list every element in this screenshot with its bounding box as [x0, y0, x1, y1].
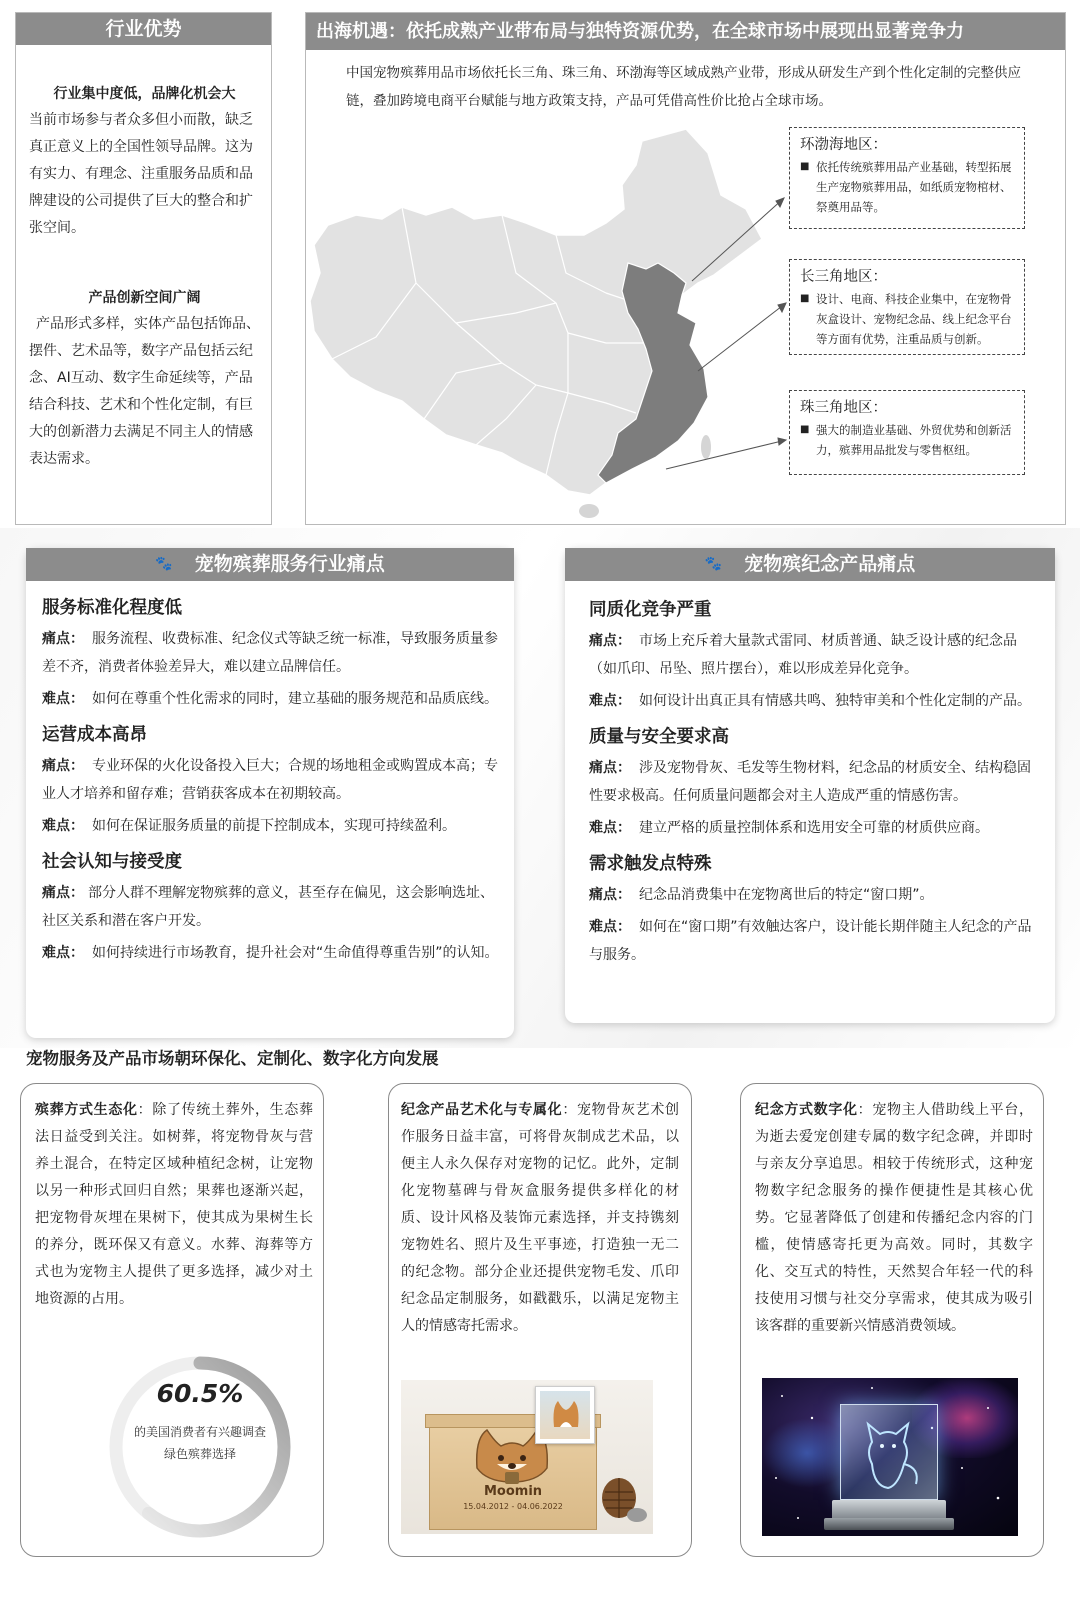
pain-text: 纪念品消费集中在宠物离世后的特定“窗口期”。	[639, 887, 934, 903]
region-pearl-text: ■ 强大的制造业基础、外贸优势和创新活力，殡葬用品批发与零售枢纽。	[800, 420, 1014, 460]
difficulty-label: 难点：	[589, 820, 631, 836]
region-bohai	[789, 127, 1025, 229]
product-sec1-heading: 同质化竞争严重	[589, 600, 712, 620]
product-sec1-difficulty	[589, 687, 1035, 715]
digital-memorial-image	[762, 1378, 1018, 1536]
pain-label: 痛点：	[42, 885, 84, 901]
hologram-cat-icon	[854, 1416, 926, 1492]
difficulty-label: 难点：	[589, 919, 631, 935]
urn-latch	[505, 1472, 519, 1484]
trend-eco-label: 殡葬方式生态化	[35, 1102, 138, 1118]
service-pain-title: 宠物殡葬服务行业痛点	[194, 553, 385, 575]
region-yangtze-text: ■ 设计、电商、科技企业集中，在宠物骨灰盒设计、宠物纪念品、线上纪念平台等方面有优势，注重品质与创新。	[800, 289, 1014, 349]
product-sec3-difficulty	[589, 913, 1035, 969]
advantage-text-1: 当前市场参与者众多但小而散，缺乏真正意义上的全国性领导品牌。这为有实力、有理念、注重服务品质和品牌建设的公司提供了巨大的整合和扩张空间。	[29, 112, 253, 236]
service-pain-header	[26, 548, 514, 581]
product-sec2-difficulty	[589, 814, 1035, 842]
map-taiwan-island	[701, 435, 711, 459]
corgi-photo-icon	[548, 1397, 584, 1433]
overseas-opportunity-panel	[305, 12, 1066, 525]
pain-text: 服务流程、收费标准、纪念仪式等缺乏统一标准，导致服务质量参差不齐，消费者体验差异大，难以建立品牌信任。	[42, 631, 498, 675]
overseas-title: 出海机遇：依托成熟产业带布局与独特资源优势，在全球市场中展现出显著竞争力	[306, 13, 1065, 50]
service-sec1-heading: 服务标准化程度低	[42, 598, 182, 618]
trend-digital-label: 纪念方式数字化	[755, 1102, 858, 1118]
trend-art-text	[401, 1097, 679, 1340]
product-sec2-pain	[589, 754, 1035, 810]
trends-title: 宠物服务及产品市场朝环保化、定制化、数字化方向发展	[26, 1049, 439, 1068]
pain-label: 痛点：	[589, 760, 631, 776]
pet-photo-frame	[535, 1386, 595, 1444]
urn-pet-dates: 15.04.2012 - 04.06.2022	[463, 1502, 563, 1511]
difficulty-label: 难点：	[589, 693, 631, 709]
difficulty-label: 难点：	[42, 818, 84, 834]
difficulty-text: 如何在“窗口期”有效触达客户，设计能长期伴随主人纪念的产品与服务。	[589, 919, 1032, 963]
advantage-heading-2: 产品创新空间广阔	[88, 290, 201, 306]
map-base-territory	[310, 129, 762, 495]
difficulty-label: 难点：	[42, 691, 84, 707]
service-sec3-difficulty	[42, 939, 502, 967]
region-bohai-title: 环渤海地区：	[800, 137, 887, 153]
product-sec3-pain	[589, 881, 1035, 909]
service-pain-content	[42, 594, 502, 967]
service-sec3-heading: 社会认知与接受度	[42, 852, 182, 872]
difficulty-text: 如何持续进行市场教育，提升社会对“生命值得尊重告别”的认知。	[92, 945, 499, 961]
region-pearl-river	[789, 390, 1025, 475]
paw-icon: 🐾	[704, 556, 723, 572]
service-sec3-pain	[42, 879, 502, 935]
region-bohai-text: ■ 依托传统殡葬用品产业基础，转型拓展生产宠物殡葬用品，如纸质宠物棺材、祭奠用品等。	[800, 157, 1014, 217]
service-sec2-heading: 运营成本高昂	[42, 725, 147, 745]
difficulty-text: 如何在尊重个性化需求的同时，建立基础的服务规范和品质底线。	[92, 691, 498, 707]
china-map	[306, 123, 806, 523]
product-pain-content	[589, 596, 1035, 969]
pain-text: 部分人群不理解宠物殡葬的意义，甚至存在偏见，这会影响选址、社区关系和潜在客户开发。	[42, 885, 494, 929]
pain-label: 痛点：	[42, 758, 84, 774]
service-sec2-pain	[42, 752, 502, 808]
service-sec1-difficulty	[42, 685, 502, 713]
pebble	[627, 1508, 647, 1522]
product-sec2-heading: 质量与安全要求高	[589, 727, 729, 747]
trend-digital-body: ：宠物主人借助线上平台，为逝去爱宠创建专属的数字纪念碑，并即时与亲友分享追思。相较于传统形式，这种宠物数字纪念服务的操作便捷性是其核心优势。它显著降低了创建和传播纪念内容的门槛，使情感寄托更为高效。同时，其数字化、交互式的特性，天然契合年轻一代的科技使用习惯与社交分享需求，使其成为吸引该客群的重要新兴情感消费领域。	[755, 1102, 1034, 1334]
trend-card-art-custom	[388, 1083, 692, 1557]
overseas-intro: 中国宠物殡葬用品市场依托长三角、珠三角、环渤海等区域成熟产业带，形成从研发生产到个性化定制的完整供应链，叠加跨境电商平台赋能与地方政策支持，产品可凭借高性价比抢占全球市场。	[346, 65, 1021, 109]
pet-urn-photo	[401, 1380, 653, 1534]
service-sec1-pain	[42, 625, 502, 681]
product-sec3-heading: 需求触发点特殊	[589, 854, 712, 874]
pain-text: 涉及宠物骨灰、毛发等生物材料，纪念品的材质安全、结构稳固性要求极高。任何质量问题都会对主人造成严重的情感伤害。	[589, 760, 1031, 804]
stat-caption: 的美国消费者有兴趣调查绿色殡葬选择	[133, 1425, 266, 1461]
pain-text: 专业环保的火化设备投入巨大；合规的场地租金或购置成本高；专业人才培养和留存难；营销获客成本在初期较高。	[42, 758, 498, 802]
advantages-title: 行业优势	[16, 13, 271, 45]
pain-label: 痛点：	[589, 887, 631, 903]
region-yangtze-title: 长三角地区：	[800, 269, 887, 285]
trend-eco-body: ：除了传统土葬外，生态葬法日益受到关注。如树葬，将宠物骨灰与营养土混合，在特定区域种植纪念树，让宠物以另一种形式回归自然；果葬也逐渐兴起，把宠物骨灰埋在果树下，使其成为果树生长的养分，既环保又有意义。水葬、海葬等方式也为宠物主人提供了更多选择，减少对土地资源的占用。	[35, 1102, 314, 1307]
product-sec1-pain	[589, 627, 1035, 683]
industry-advantages-panel	[15, 12, 272, 525]
region-pearl-title: 珠三角地区：	[800, 400, 887, 416]
difficulty-text: 如何设计出真正具有情感共鸣、独特审美和个性化定制的产品。	[639, 693, 1031, 709]
pain-label: 痛点：	[589, 633, 631, 649]
product-pain-title: 宠物殡纪念产品痛点	[744, 553, 916, 575]
region-yangtze	[789, 259, 1025, 355]
paw-icon: 🐾	[155, 556, 173, 572]
trend-art-label: 纪念产品艺术化与专属化	[401, 1102, 563, 1118]
map-hainan-island	[579, 504, 599, 518]
trend-eco-text	[35, 1097, 313, 1313]
trend-card-eco-burial	[20, 1083, 324, 1557]
cube-base	[832, 1500, 946, 1520]
trend-card-digital	[740, 1083, 1044, 1557]
product-pain-header	[565, 548, 1055, 581]
difficulty-text: 建立严格的质量控制体系和选用安全可靠的材质供应商。	[639, 820, 989, 836]
stat-value: 60.5%	[156, 1379, 244, 1408]
cube-pedestal	[824, 1518, 954, 1530]
difficulty-label: 难点：	[42, 945, 84, 961]
pain-text: 市场上充斥着大量款式雷同、材质普通、缺乏设计感的纪念品（如爪印、吊坠、照片摆台），难以形成差异化竞争。	[589, 633, 1017, 677]
advantage-text-2: 产品形式多样，实体产品包括饰品、摆件、艺术品等，数字产品包括云纪念、AI互动、数字生命延续等，产品结合科技、艺术和个性化定制，有巨大的创新潜力去满足不同主人的情感表达需求。	[29, 316, 260, 467]
pain-label: 痛点：	[42, 631, 84, 647]
trend-art-body: ：宠物骨灰艺术创作服务日益丰富，可将骨灰制成艺术品，以便主人永久保存对宠物的记忆。此外，定制化宠物墓碑与骨灰盒服务提供多样化的材质、设计风格及装饰元素选择，并支持镌刻宠物姓名、照片及生平事迹，打造独一无二的纪念物。部分企业还提供宠物毛发、爪印纪念品定制服务，如戳戳乐，以满足宠物主人的情感寄托需求。	[401, 1102, 680, 1334]
urn-pet-name: Moomin	[483, 1484, 543, 1499]
service-sec2-difficulty	[42, 812, 502, 840]
advantage-heading-1: 行业集中度低，品牌化机会大	[53, 86, 236, 102]
trend-digital-text	[755, 1097, 1033, 1340]
difficulty-text: 如何在保证服务质量的前提下控制成本，实现可持续盈利。	[92, 818, 456, 834]
